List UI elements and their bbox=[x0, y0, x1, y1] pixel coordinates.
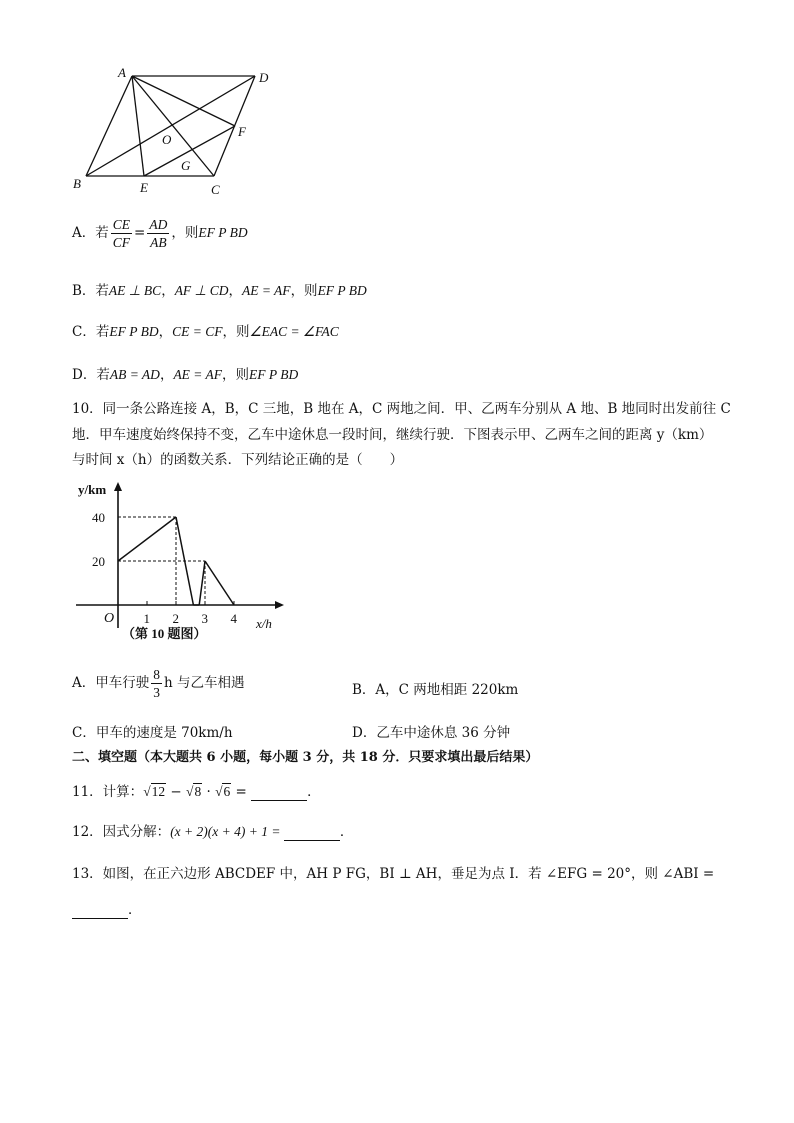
option-a-prefix: A．若 bbox=[72, 225, 109, 241]
q9-option-d: D．若AB = AD，AE = AF，则EF P BD bbox=[72, 367, 299, 383]
distance-time-chart bbox=[70, 478, 310, 648]
origin-label: O bbox=[104, 611, 115, 626]
x-axis-arrow bbox=[275, 601, 284, 609]
section2-heading: 二、填空题（本大题共 6 小题，每小题 3 分，共 18 分．只要求填出最后结果） bbox=[72, 750, 539, 765]
x-tick-label: 3 bbox=[201, 611, 208, 626]
parallelogram-figure bbox=[68, 62, 280, 202]
answer-blank-12[interactable] bbox=[284, 824, 340, 841]
q10-option-c: C．甲车的速度是 70km/h bbox=[72, 725, 233, 741]
series-segment bbox=[118, 517, 176, 561]
label-F: F bbox=[238, 124, 246, 139]
answer-blank-13[interactable] bbox=[72, 902, 128, 919]
fraction-8-3: $\frac{8}{3}$ bbox=[153, 667, 160, 700]
y-axis-label: y/km bbox=[78, 482, 107, 497]
chart-caption: （第 10 题图） bbox=[122, 626, 207, 641]
q10-option-b: B．A，C 两地相距 220km bbox=[352, 682, 519, 698]
q10-option-a: A．甲车行驶 $\frac{8}{3}$ h 与乙车相遇 bbox=[72, 667, 245, 700]
q10-line1: 10．同一条公路连接 A，B，C 三地，B 地在 A，C 两地之间．甲、乙两车分别从 A 地、B 地同时出发前往 C bbox=[72, 401, 731, 417]
label-O: O bbox=[162, 132, 172, 147]
label-E: E bbox=[140, 180, 148, 195]
label-C: C bbox=[211, 182, 220, 197]
q10-option-d: D．乙车中途休息 36 分钟 bbox=[352, 725, 511, 741]
series-segment bbox=[205, 561, 234, 605]
y-tick-label: 40 bbox=[92, 510, 105, 525]
q9-option-b: B．若AE ⊥ BC，AF ⊥ CD，AE = AF，则EF P BD bbox=[72, 283, 367, 299]
q10-line3: 与时间 x（h）的函数关系．下列结论正确的是（ ） bbox=[72, 452, 404, 468]
q9-option-a: A．若 $\frac{CE}{CF}$ = $\frac{AD}{AB}$ ，则EF P BD bbox=[72, 217, 248, 250]
fraction-ce-cf: $\frac{CE}{CF}$ bbox=[112, 217, 131, 250]
x-axis-label: x/h bbox=[256, 616, 272, 631]
answer-blank-11[interactable] bbox=[251, 784, 307, 801]
label-A: A bbox=[118, 65, 126, 80]
q12: 12．因式分解：(x + 2)(x + 4) + 1 = ． bbox=[72, 824, 354, 840]
series-segment bbox=[199, 561, 205, 605]
x-tick-label: 4 bbox=[230, 611, 237, 626]
q11: 11．计算：√12 − √8 · √6 = ． bbox=[72, 784, 321, 800]
option-a-conclusion: EF P BD bbox=[198, 225, 248, 240]
q13-line2: ． bbox=[72, 898, 142, 919]
label-G: G bbox=[181, 158, 191, 173]
fraction-ad-ab: $\frac{AD}{AB}$ bbox=[149, 217, 168, 250]
x-tick-label: 2 bbox=[172, 611, 179, 626]
q13-line1: 13．如图，在正六边形 ABCDEF 中，AH P FG，BI ⊥ AH，垂足为点 I．若 ∠EFG = 20°，则 ∠ABI = bbox=[72, 866, 715, 882]
q10-line2: 地．甲车速度始终保持不变，乙车中途休息一段时间，继续行驶．下图表示甲、乙两车之间的距离 y（km） bbox=[72, 427, 713, 443]
y-tick-label: 20 bbox=[92, 554, 105, 569]
label-D: D bbox=[259, 70, 269, 85]
q9-option-c: C．若EF P BD，CE = CF，则∠EAC = ∠FAC bbox=[72, 324, 339, 340]
y-axis-arrow bbox=[114, 482, 122, 491]
x-tick-label: 1 bbox=[143, 611, 150, 626]
label-B: B bbox=[73, 176, 81, 191]
